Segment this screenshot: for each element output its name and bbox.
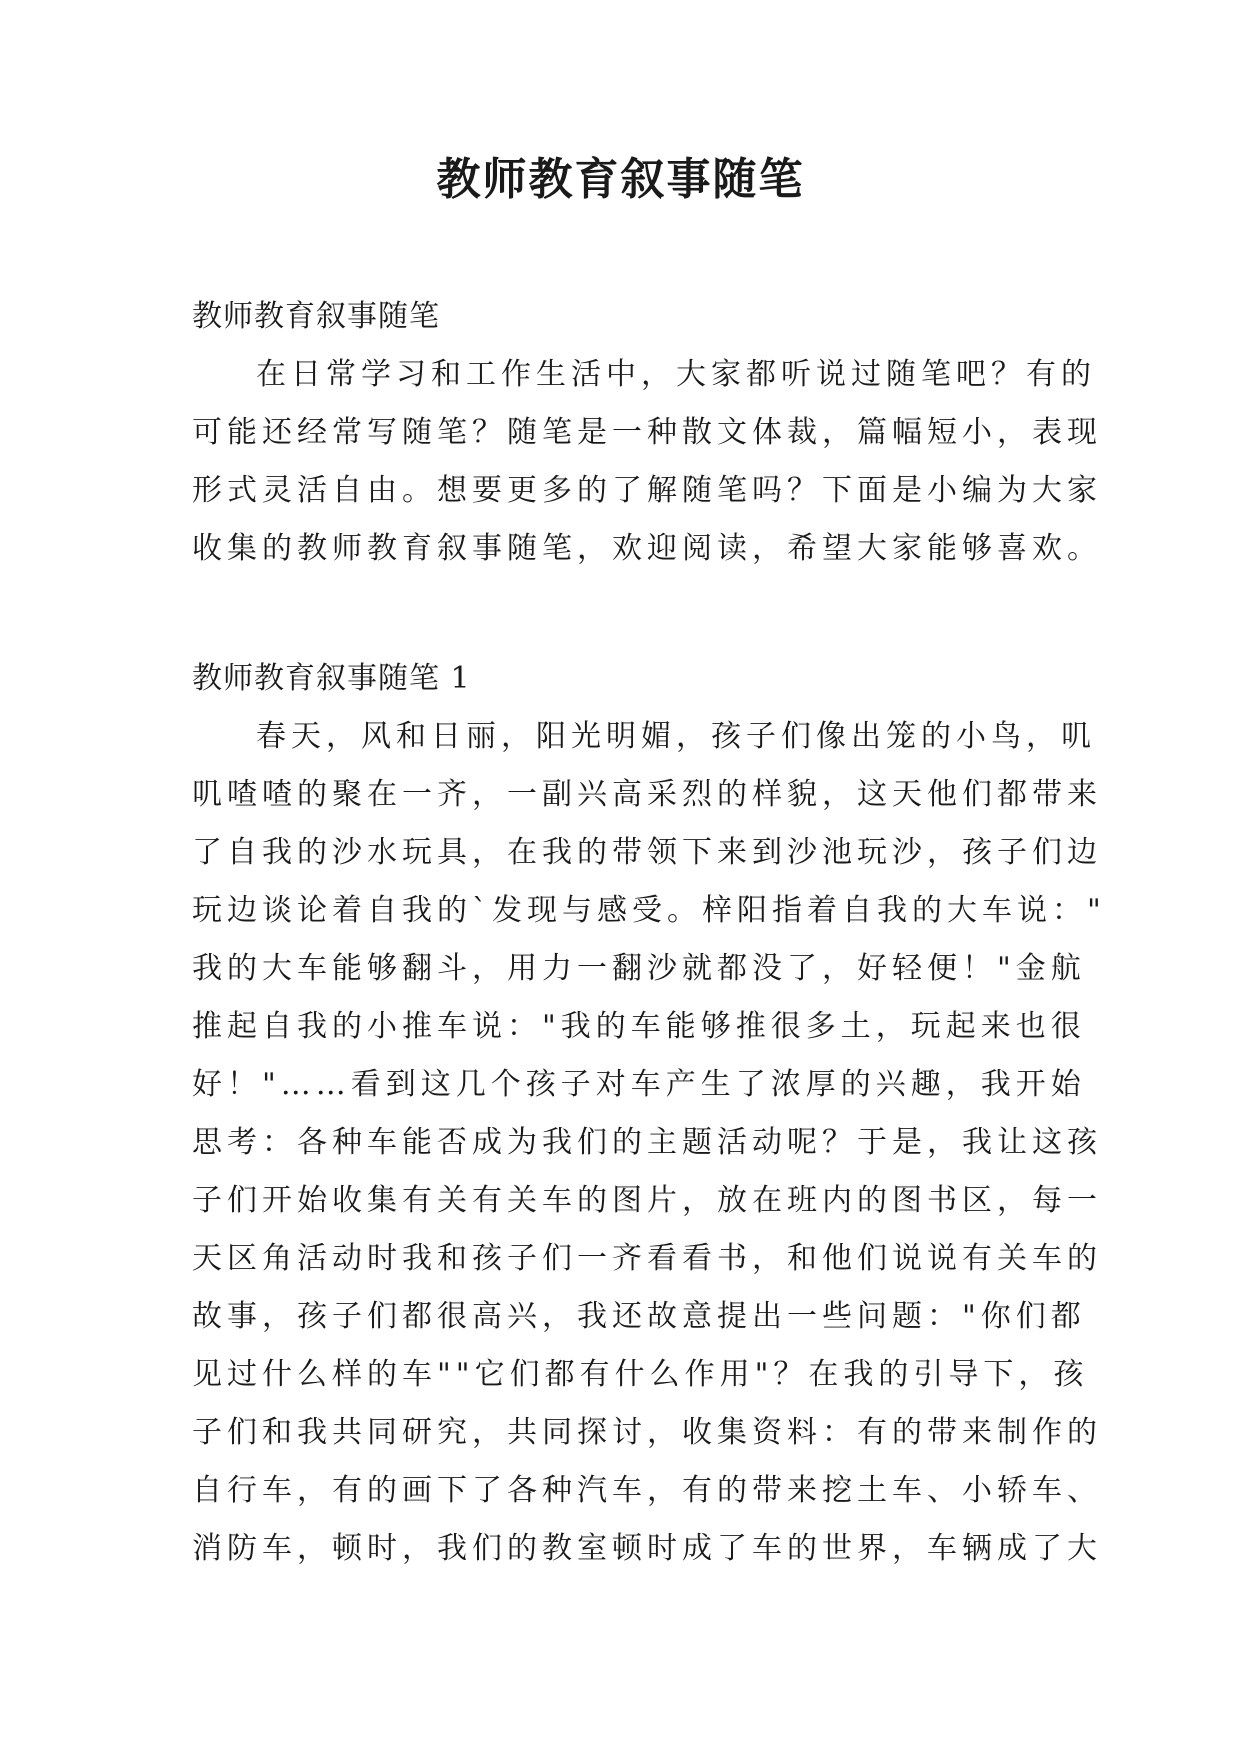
paragraph-line: 收集的教师教育叙事随笔，欢迎阅读，希望大家能够喜欢。	[192, 531, 1102, 566]
paragraph-line: 在日常学习和工作生活中，大家都听说过随笔吧？有的	[256, 357, 1096, 392]
paragraph-line: 我的大车能够翻斗，用力一翻沙就都没了，好轻便！"金航	[192, 951, 1086, 986]
section-gap	[192, 578, 1062, 650]
document-title: 教师教育叙事随笔	[436, 154, 805, 205]
paragraph-line: 可能还经常写随笔？随笔是一种散文体裁，篇幅短小，表现	[192, 415, 1102, 450]
section-heading: 教师教育叙事随笔 1	[192, 661, 471, 696]
paragraph-line: 思考：各种车能否成为我们的主题活动呢？于是，我让这孩	[192, 1125, 1102, 1160]
intro-heading: 教师教育叙事随笔	[192, 299, 440, 334]
paragraph-line: 推起自我的小推车说："我的车能够推很多土，玩起来也很	[192, 1009, 1086, 1044]
paragraph-line: 形式灵活自由。想要更多的了解随笔吗？下面是小编为大家	[192, 473, 1102, 508]
paragraph-line: 自行车，有的画下了各种汽车，有的带来挖土车、小轿车、	[192, 1473, 1102, 1508]
paragraph-line: 故事，孩子们都很高兴，我还故意提出一些问题："你们都	[192, 1299, 1086, 1334]
paragraph-line: 了自我的沙水玩具，在我的带领下来到沙池玩沙，孩子们边	[192, 835, 1102, 870]
paragraph-line: 子们和我共同研究，共同探讨，收集资料：有的带来制作的	[192, 1415, 1102, 1450]
paragraph-line: 叽喳喳的聚在一齐，一副兴高采烈的样貌，这天他们都带来	[192, 777, 1102, 812]
paragraph-line: 玩边谈论着自我的`发现与感受。梓阳指着自我的大车说："	[192, 893, 1106, 928]
paragraph-line: 春天，风和日丽，阳光明媚，孩子们像出笼的小鸟，叽	[256, 719, 1096, 754]
paragraph-line: 子们开始收集有关有关车的图片，放在班内的图书区，每一	[192, 1183, 1102, 1218]
paragraph-line: 天区角活动时我和孩子们一齐看看书，和他们说说有关车的	[192, 1241, 1102, 1276]
paragraph-line: 见过什么样的车""它们都有什么作用"？在我的引导下，孩	[192, 1357, 1089, 1392]
document-body	[192, 288, 1106, 1578]
paragraph-line: 好！"……看到这几个孩子对车产生了浓厚的兴趣，我开始	[192, 1067, 1086, 1102]
paragraph-line: 消防车，顿时，我们的教室顿时成了车的世界，车辆成了大	[192, 1531, 1102, 1566]
